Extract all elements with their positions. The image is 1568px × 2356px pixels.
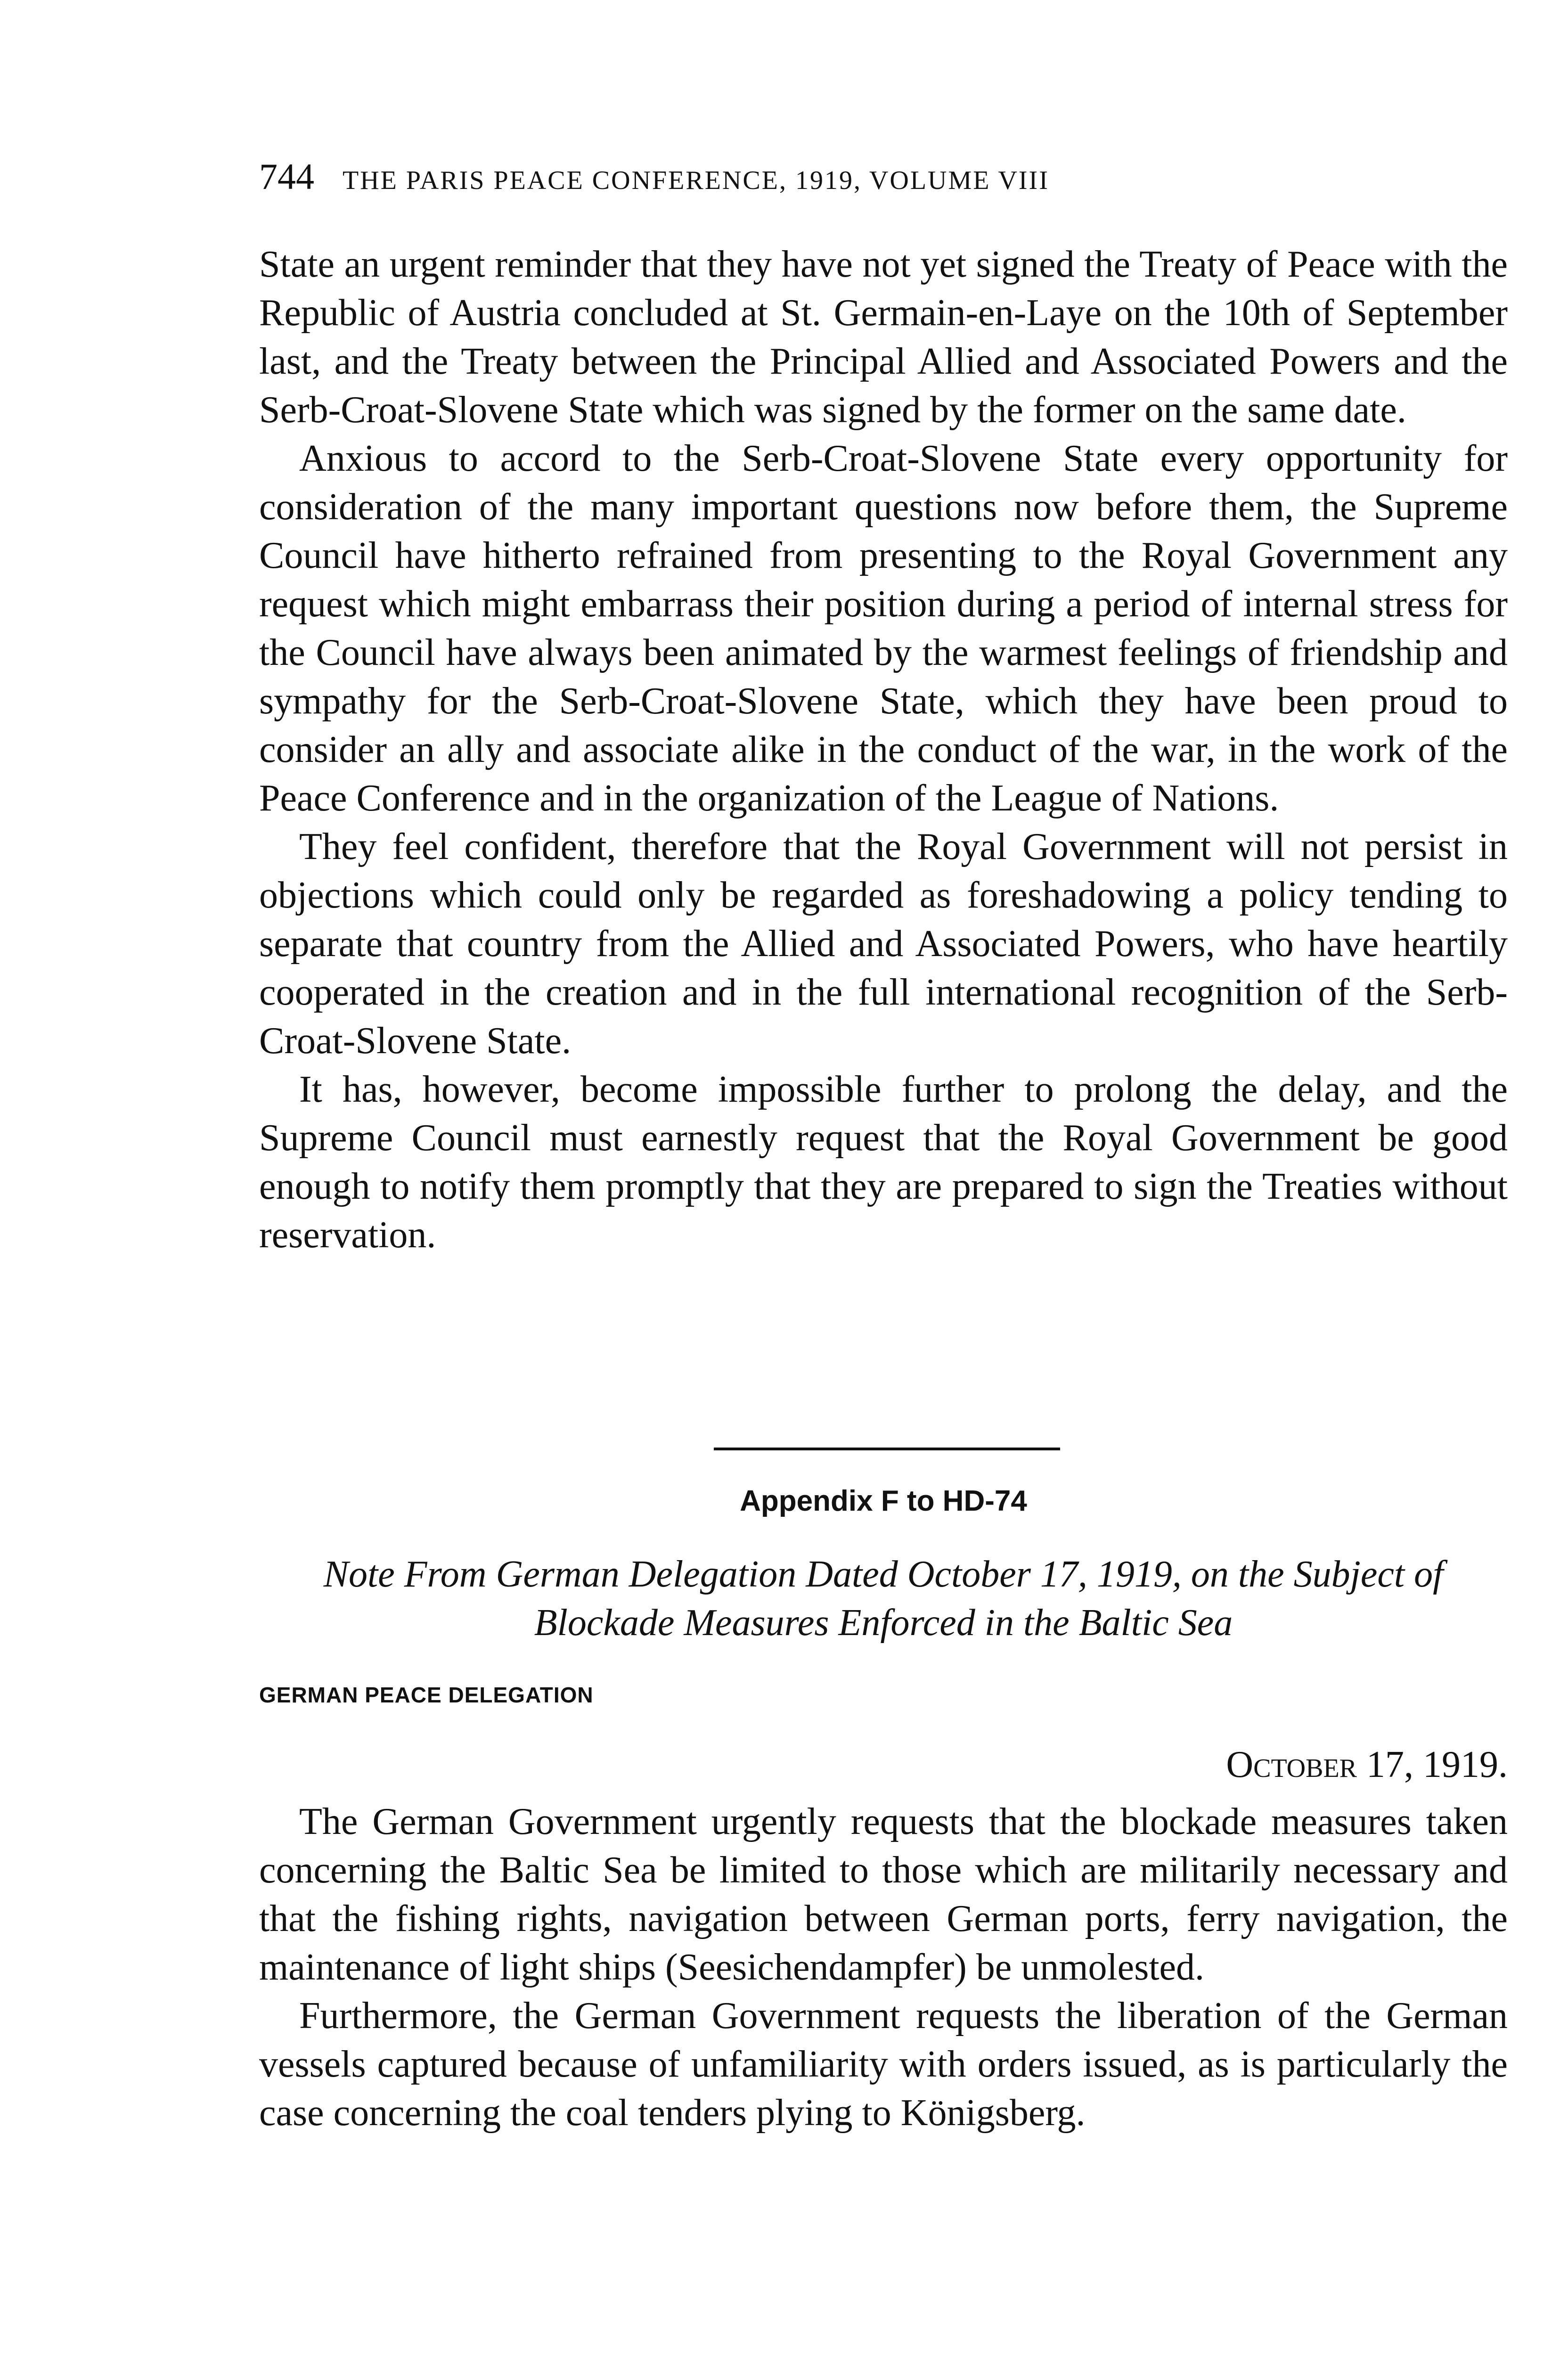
running-header [259, 155, 1508, 198]
paragraph: It has, however, become impossible further to prolong the delay, and the Supreme Council must earnestly request that the Royal Government be good enough to notify them promptly that they are prepared to sign the Treaties without reservation. [259, 1069, 1508, 1256]
paragraph: Furthermore, the German Government requests the liberation of the German vessels captured because of unfamiliarity with orders issued, as is particularly the case concerning the coal tenders plying to Königsberg. [259, 1995, 1508, 2134]
body-text-bottom [259, 1798, 1508, 2137]
dateline: October 17, 1919. [1226, 1744, 1508, 1785]
paragraph: Anxious to accord to the Serb-Croat-Slovene State every opportunity for consideration of the many important questions now before them, the Supreme Council have hitherto refrained from presenting to the Royal Government any request which might embarrass their position during a period of internal stress for the Council have always been animated by the warmest feelings of friendship and sympathy for the Serb-Croat-Slovene State, which they have been proud to consider an ally and associate alike in the conduct of the war, in the work of the Peace Conference and in the organization of the League of Nations. [259, 438, 1508, 819]
page-number: 744 [259, 156, 314, 197]
body-text-top [259, 240, 1508, 1260]
paragraph: The German Government urgently requests that the blockade measures taken concerning the Baltic Sea be limited to those which are militarily necessary and that the fishing rights, navigation between German ports, ferry navigation, the maintenance of light ships (Seesichendampfer) be unmolested. [259, 1801, 1508, 1988]
section-divider [714, 1448, 1060, 1450]
paragraph: They feel confident, therefore that the Royal Government will not persist in objections which could only be regarded as foreshadowing a policy tending to separate that country from the Allied and Associated Powers, who have heartily cooperated in the creation and in the full international recognition of the Serb-Croat-Slovene State. [259, 826, 1508, 1062]
appendix-heading: Appendix F to HD-74 [740, 1485, 1027, 1517]
sender-line: GERMAN PEACE DELEGATION [259, 1683, 594, 1707]
running-title: THE PARIS PEACE CONFERENCE, 1919, VOLUME VIII [343, 166, 1049, 195]
paragraph: State an urgent reminder that they have not yet signed the Treaty of Peace with the Republic of Austria concluded at St. Germain-en-Laye on the 10th of September last, and the Treaty between the Principal Allied and Associated Powers and the Serb-Croat-Slovene State which was signed by the former on the same date. [259, 244, 1508, 431]
document-title: Note From German Delegation Dated October 17, 1919, on the Subject of Blockade Measures Enforced in the Baltic Sea [323, 1554, 1444, 1644]
